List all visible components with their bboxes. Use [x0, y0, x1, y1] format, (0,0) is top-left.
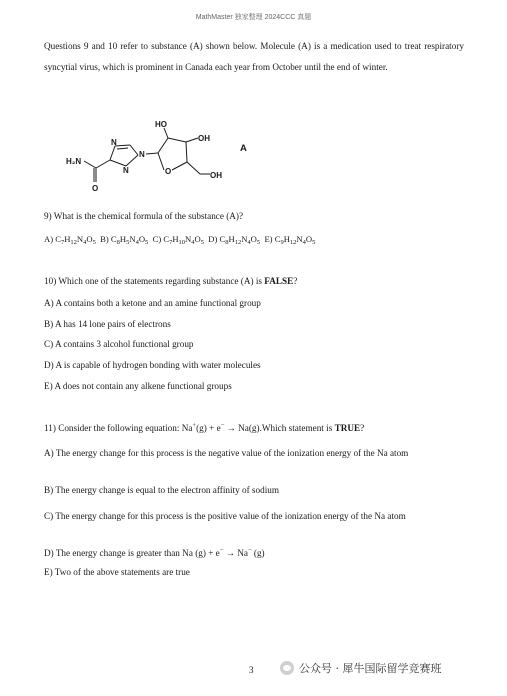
ring-o-label: O	[165, 167, 172, 176]
question-10: 10) Which one of the statements regarding substance (A) is FALSE?	[44, 276, 298, 286]
option-a: A) $C_7H_{12}N_4O_5$	[44, 234, 96, 246]
option-e: E) $C_9H_{12}N_4O_5$	[264, 234, 316, 246]
option-c: C) $C_7H_{10}N_4O_5$	[152, 234, 204, 246]
q11-option-e: E) Two of the above statements are true	[44, 567, 190, 577]
option-d: D) $C_8H_{12}N_4O_5$	[208, 234, 261, 246]
q10-option-e: E) A does not contain any alkene functional groups	[44, 381, 232, 391]
carbonyl-o-label: O	[92, 184, 99, 193]
q11-option-c: C) The energy change for this process is the positive value of the ionization energy of the Na atom	[44, 511, 406, 521]
watermark	[280, 660, 442, 676]
wechat-icon	[280, 661, 294, 675]
n2-label: N	[123, 166, 129, 175]
molecule-structure	[60, 118, 270, 196]
oh-bottom-label: OH	[210, 171, 222, 180]
q11-option-a: A) The energy change for this process is the negative value of the ionization energy of the Na atom	[44, 448, 409, 458]
page-number: 3	[249, 665, 254, 675]
q11-option-d: D) The energy change is greater than Na (g) + e− → Na− (g)	[44, 547, 265, 558]
q11-option-b: B) The energy change is equal to the electron affinity of sodium	[44, 485, 279, 495]
n1-label: N	[111, 138, 117, 147]
question-11: 11) Consider the following equation: Na+(g) + e− → Na(g).Which statement is TRUE?	[44, 422, 365, 433]
ho-top-label: HO	[155, 120, 167, 129]
n3-label: N	[139, 150, 145, 159]
option-b: B) $C_8H_5N_4O_5$	[100, 234, 149, 246]
watermark-text: 公众号 · 犀牛国际留学竞赛班	[299, 662, 442, 675]
question-9-options	[44, 234, 315, 246]
oh-right-label: OH	[198, 134, 210, 143]
molecule-label: A	[240, 143, 247, 154]
q10-option-a: A) A contains both a ketone and an amine functional group	[44, 298, 261, 308]
q10-option-b: B) A has 14 lone pairs of electrons	[44, 319, 171, 329]
q10-option-c: C) A contains 3 alcohol functional group	[44, 339, 194, 349]
intro-paragraph: Questions 9 and 10 refer to substance (A) shown below. Molecule (A) is a medication used to treat respiratory syncytial virus, which is prominent in Canada each year from October until the end of winter.	[44, 41, 464, 72]
h2n-label: H₂N	[66, 157, 82, 166]
question-9: 9) What is the chemical formula of the substance (A)?	[44, 211, 244, 221]
page-header: MathMaster 独家整理 2024CCC 真题	[195, 14, 312, 21]
q10-option-d: D) A is capable of hydrogen bonding with water molecules	[44, 360, 261, 370]
